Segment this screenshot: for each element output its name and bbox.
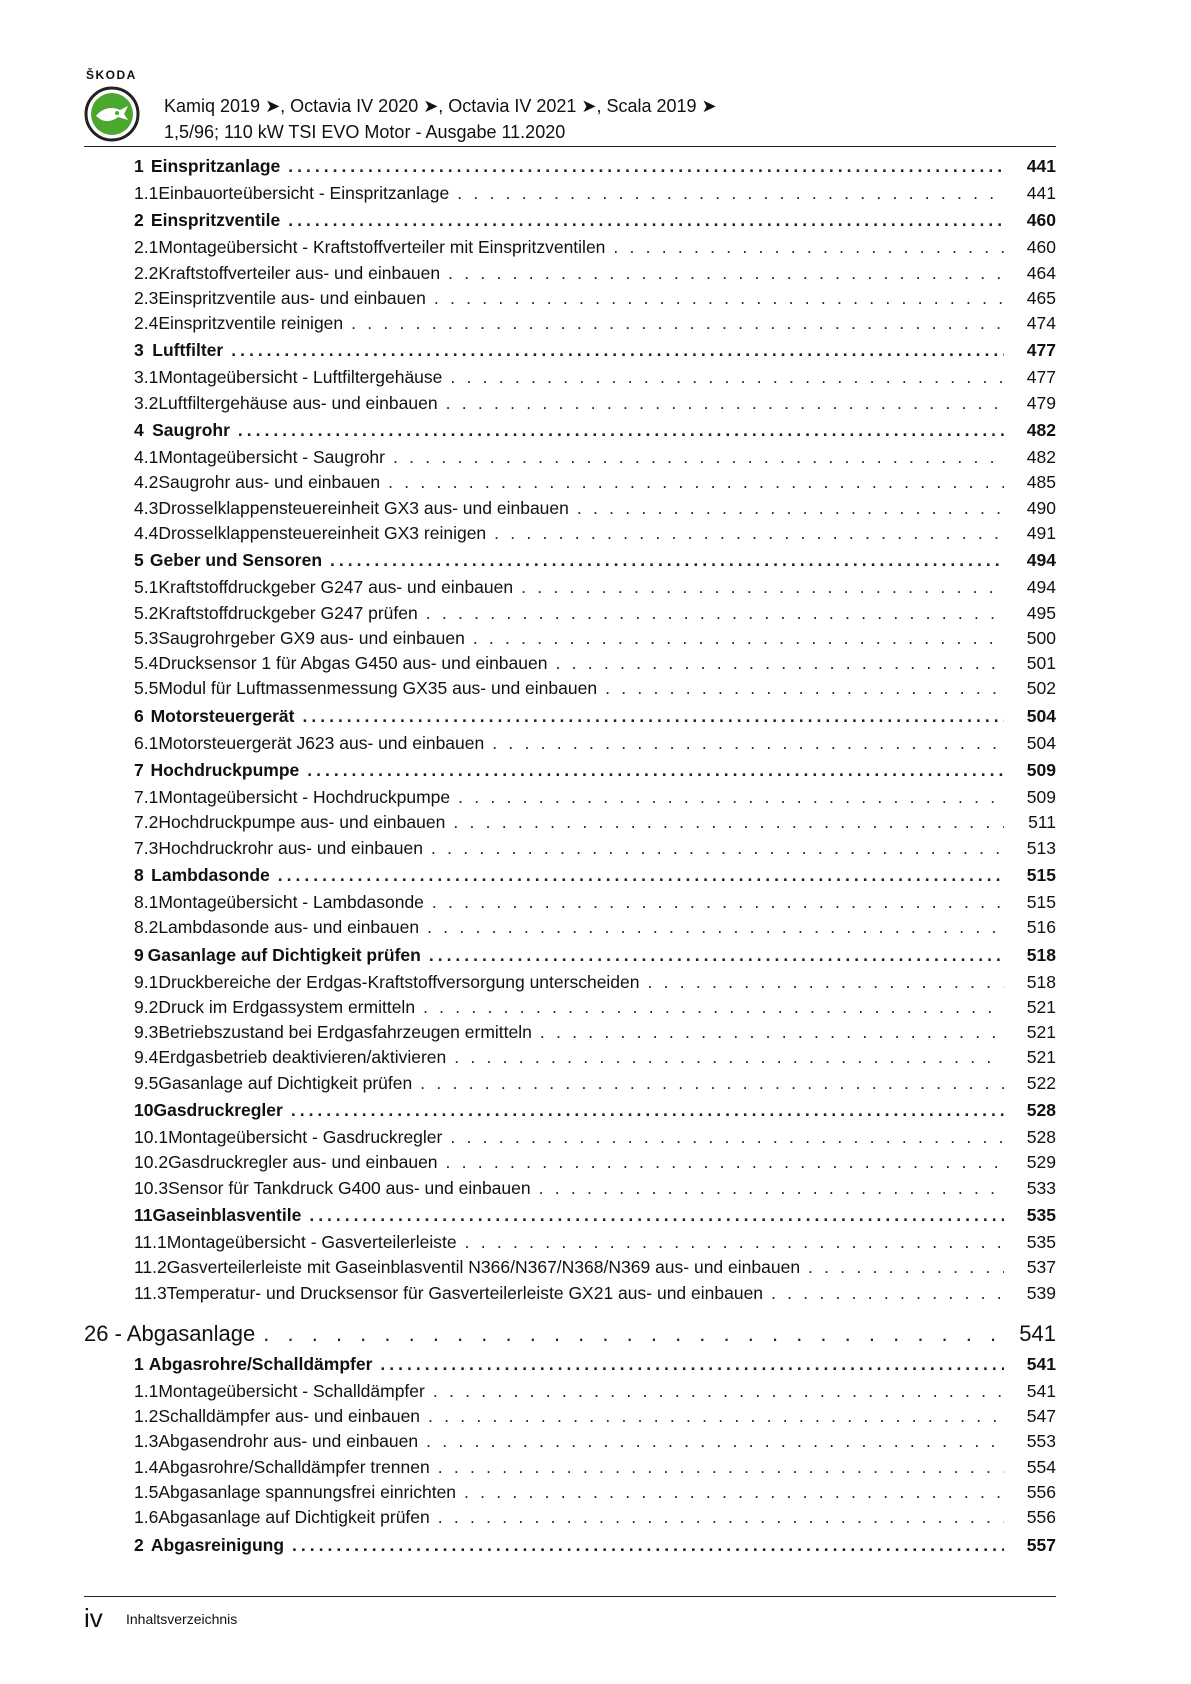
toc-entry-title: Montageübersicht - Gasdruckregler bbox=[168, 1127, 443, 1148]
toc-entry-chapter[interactable] bbox=[84, 1354, 1056, 1381]
toc-entry-number: 8 bbox=[134, 864, 144, 885]
toc-entry-page: 465 bbox=[1026, 287, 1056, 308]
toc-entry-section[interactable] bbox=[84, 237, 1056, 262]
dot-leader bbox=[458, 787, 1004, 808]
toc-entry-page: 477 bbox=[1026, 367, 1056, 388]
toc-entry-title: Abgasendrohr aus- und einbauen bbox=[158, 1431, 419, 1452]
toc-entry-title: Montageübersicht - Saugrohr bbox=[158, 447, 385, 468]
dot-leader bbox=[426, 603, 1004, 624]
dot-leader bbox=[450, 367, 1004, 388]
toc-entry-chapter[interactable] bbox=[84, 760, 1056, 787]
toc-entry-title: Kraftstoffverteiler aus- und einbauen bbox=[158, 262, 441, 283]
dot-leader bbox=[426, 1431, 1004, 1452]
toc-entry-number: 9.2 bbox=[134, 996, 159, 1017]
toc-entry-page: 547 bbox=[1026, 1406, 1056, 1427]
dot-leader bbox=[380, 1354, 1004, 1375]
toc-entry-number: 11.2 bbox=[134, 1257, 167, 1278]
toc-entry-title: Drosselklappensteuereinheit GX3 aus- und einbauen bbox=[158, 497, 569, 518]
toc-entry-number: 7.2 bbox=[134, 812, 159, 833]
toc-entry-page: 521 bbox=[1026, 1047, 1056, 1068]
toc-entry-number: 5.5 bbox=[134, 678, 159, 699]
toc-entry-page: 485 bbox=[1026, 472, 1056, 493]
toc-entry-page: 509 bbox=[1026, 760, 1056, 781]
toc-entry-page: 441 bbox=[1026, 183, 1056, 203]
toc-entry-section[interactable] bbox=[84, 1283, 1056, 1308]
dot-leader bbox=[438, 1457, 1004, 1478]
toc-entry-section[interactable] bbox=[84, 972, 1056, 997]
toc-entry-page: 554 bbox=[1026, 1456, 1056, 1477]
toc-entry-title: Lambdasonde aus- und einbauen bbox=[158, 917, 420, 938]
dot-leader bbox=[428, 1406, 1004, 1427]
toc-entry-number: 8.1 bbox=[134, 891, 159, 912]
toc-entry-title: Montageübersicht - Kraftstoffverteiler mit Einspritzventilen bbox=[158, 237, 606, 258]
dot-leader bbox=[577, 498, 1004, 519]
dot-leader bbox=[431, 838, 1004, 859]
footer-label: Inhaltsverzeichnis bbox=[126, 1611, 238, 1627]
toc-entry-title: Motorsteuergerät bbox=[150, 705, 295, 726]
toc-entry-page: 482 bbox=[1026, 420, 1056, 441]
toc-entry-section[interactable] bbox=[84, 997, 1056, 1022]
footer-page-number: iv bbox=[84, 1603, 103, 1633]
toc-entry-number: 9.1 bbox=[134, 971, 159, 992]
dot-leader bbox=[446, 393, 1004, 414]
dot-leader bbox=[432, 892, 1004, 913]
toc-entry-page: 513 bbox=[1026, 837, 1056, 858]
toc-entry-chapter[interactable] bbox=[84, 340, 1056, 367]
toc-entry-page: 501 bbox=[1026, 653, 1056, 674]
toc-entry-number: 3.2 bbox=[134, 392, 159, 413]
toc-entry-number: 10 bbox=[134, 1100, 154, 1121]
toc-entry-page: 518 bbox=[1026, 971, 1056, 992]
toc-entry-section[interactable] bbox=[84, 523, 1056, 548]
toc-entry-number: 11.3 bbox=[134, 1282, 167, 1303]
toc-entry-chapter[interactable] bbox=[84, 706, 1056, 733]
toc-entry-section[interactable] bbox=[84, 1073, 1056, 1098]
brand-wordmark: ŠKODA bbox=[86, 68, 137, 82]
toc-entry-title: Saugrohr aus- und einbauen bbox=[158, 472, 381, 493]
dot-leader bbox=[309, 1205, 1004, 1226]
dot-leader bbox=[393, 447, 1004, 468]
toc-entry-title: Montageübersicht - Schalldämpfer bbox=[158, 1380, 425, 1401]
toc-entry-number: 4.1 bbox=[134, 447, 159, 468]
toc-entry-section[interactable] bbox=[84, 1152, 1056, 1177]
toc-entry-page: 535 bbox=[1026, 1204, 1056, 1225]
dot-leader bbox=[388, 472, 1004, 493]
toc-entry-section[interactable] bbox=[84, 1127, 1056, 1152]
toc-entry-section[interactable] bbox=[84, 1507, 1056, 1532]
toc-entry-chapter[interactable] bbox=[84, 210, 1056, 237]
dot-leader bbox=[434, 288, 1004, 309]
dot-leader bbox=[613, 237, 1004, 258]
dot-leader bbox=[307, 760, 1004, 781]
toc-entry-title: Saugrohr bbox=[152, 420, 230, 441]
table-of-contents bbox=[84, 156, 1056, 1562]
dot-leader bbox=[540, 1022, 1004, 1043]
toc-entry-section[interactable] bbox=[84, 577, 1056, 602]
toc-entry-section[interactable] bbox=[84, 472, 1056, 497]
toc-entry-number: 4.3 bbox=[134, 497, 159, 518]
dot-leader bbox=[288, 210, 1004, 231]
toc-entry-title: Hochdruckrohr aus- und einbauen bbox=[158, 837, 423, 858]
toc-entry-title: Abgasreinigung bbox=[150, 1534, 285, 1555]
toc-entry-number: 1.6 bbox=[134, 1507, 159, 1528]
dot-leader bbox=[263, 1321, 1004, 1347]
toc-entry-number: 2 bbox=[134, 1534, 144, 1555]
toc-entry-page: 464 bbox=[1026, 262, 1056, 283]
toc-entry-number: 5.1 bbox=[134, 577, 159, 598]
toc-entry-section[interactable] bbox=[84, 263, 1056, 288]
toc-entry-title: Luftfiltergehäuse aus- und einbauen bbox=[158, 392, 438, 413]
toc-entry-page: 521 bbox=[1026, 1022, 1056, 1043]
toc-entry-chapter[interactable] bbox=[84, 1100, 1056, 1127]
toc-entry-title: Motorsteuergerät J623 aus- und einbauen bbox=[158, 732, 485, 753]
toc-entry-number: 1.3 bbox=[134, 1431, 159, 1452]
toc-entry-chapter[interactable] bbox=[84, 865, 1056, 892]
toc-entry-title: Abgasanlage auf Dichtigkeit prüfen bbox=[158, 1507, 430, 1528]
toc-entry-page: 495 bbox=[1026, 602, 1056, 623]
toc-entry-number: 5 bbox=[134, 550, 144, 571]
toc-entry-page: 539 bbox=[1026, 1282, 1056, 1303]
toc-entry-number: 2 bbox=[134, 210, 144, 231]
toc-entry-section[interactable] bbox=[84, 1178, 1056, 1203]
toc-entry-title: Schalldämpfer aus- und einbauen bbox=[158, 1406, 421, 1427]
toc-entry-title: Gasverteilerleiste mit Gaseinblasventil N366/N367/N368/N369 aus- und einbauen bbox=[166, 1257, 801, 1278]
toc-entry-number: 2.1 bbox=[134, 237, 159, 258]
dot-leader bbox=[231, 340, 1004, 361]
toc-entry-title: Einspritzanlage bbox=[150, 156, 281, 176]
toc-entry-number: 2.3 bbox=[134, 287, 159, 308]
dot-leader bbox=[473, 628, 1004, 649]
toc-entry-title: Erdgasbetrieb deaktivieren/aktivieren bbox=[158, 1047, 447, 1068]
toc-entry-title: Montageübersicht - Hochdruckpumpe bbox=[158, 787, 451, 808]
toc-entry-title: Gasanlage auf Dichtigkeit prüfen bbox=[158, 1072, 413, 1093]
toc-entry-number: 1.5 bbox=[134, 1481, 159, 1502]
dot-leader bbox=[648, 972, 1004, 993]
toc-entry-section[interactable] bbox=[84, 628, 1056, 653]
dot-leader bbox=[771, 1283, 1004, 1304]
dot-leader bbox=[423, 997, 1004, 1018]
toc-entry-title: 26 - Abgasanlage bbox=[84, 1320, 256, 1346]
dot-leader bbox=[450, 1127, 1004, 1148]
toc-entry-page: 500 bbox=[1026, 627, 1056, 648]
toc-entry-title: Drosselklappensteuereinheit GX3 reinigen bbox=[158, 522, 487, 543]
toc-entry-section[interactable] bbox=[84, 917, 1056, 942]
dot-leader bbox=[457, 183, 1004, 204]
toc-entry-page: 490 bbox=[1026, 497, 1056, 518]
toc-entry-title: Betriebszustand bei Erdgasfahrzeugen ermitteln bbox=[158, 1022, 532, 1043]
toc-entry-number: 7.1 bbox=[134, 787, 159, 808]
dot-leader bbox=[605, 678, 1004, 699]
toc-entry-title: Lambdasonde bbox=[151, 864, 270, 885]
toc-entry-number: 9.3 bbox=[134, 1022, 159, 1043]
toc-entry-number: 9.4 bbox=[134, 1047, 159, 1068]
toc-entry-title: Saugrohrgeber GX9 aus- und einbauen bbox=[158, 627, 465, 648]
toc-entry-number: 6.1 bbox=[134, 732, 159, 753]
toc-entry-section[interactable] bbox=[84, 1047, 1056, 1072]
toc-entry-number: 7.3 bbox=[134, 837, 159, 858]
skoda-logo-icon bbox=[84, 86, 140, 142]
toc-entry-title: Abgasrohre/Schalldämpfer bbox=[148, 1353, 373, 1374]
dot-leader bbox=[303, 706, 1005, 727]
dot-leader bbox=[494, 523, 1004, 544]
toc-entry-chapter[interactable] bbox=[84, 1535, 1056, 1562]
toc-entry-page: 553 bbox=[1026, 1431, 1056, 1452]
toc-entry-title: Geber und Sensoren bbox=[149, 550, 323, 571]
toc-entry-section[interactable] bbox=[84, 787, 1056, 812]
toc-entry-title: Einspritzventile bbox=[150, 210, 281, 231]
toc-entry-number: 2.4 bbox=[134, 313, 159, 334]
toc-entry-section[interactable] bbox=[84, 1257, 1056, 1282]
dot-leader bbox=[464, 1482, 1004, 1503]
toc-entry-section[interactable] bbox=[84, 1406, 1056, 1431]
toc-entry-title: Drucksensor 1 für Abgas G450 aus- und einbauen bbox=[158, 653, 548, 674]
toc-entry-page: 541 bbox=[1026, 1380, 1056, 1401]
toc-entry-part[interactable] bbox=[84, 1316, 1056, 1352]
toc-entry-chapter[interactable] bbox=[84, 945, 1056, 972]
dot-leader bbox=[238, 420, 1004, 441]
toc-entry-section[interactable] bbox=[84, 1431, 1056, 1456]
toc-entry-page: 509 bbox=[1026, 787, 1056, 808]
toc-entry-number: 11 bbox=[134, 1204, 153, 1225]
toc-entry-title: Hochdruckpumpe aus- und einbauen bbox=[158, 812, 446, 833]
toc-entry-title: Druckbereiche der Erdgas-Kraftstoffversorgung unterscheiden bbox=[158, 971, 640, 992]
dot-leader bbox=[288, 156, 1004, 177]
toc-entry-section[interactable] bbox=[84, 393, 1056, 418]
toc-entry-page: 515 bbox=[1026, 891, 1056, 912]
toc-entry-page: 528 bbox=[1026, 1127, 1056, 1148]
dot-leader bbox=[539, 1178, 1004, 1199]
toc-entry-number: 9 bbox=[134, 944, 144, 965]
engine-edition-subtitle: 1,5/96; 110 kW TSI EVO Motor - Ausgabe 11.2020 bbox=[164, 122, 566, 142]
dot-leader bbox=[446, 1152, 1004, 1173]
toc-entry-number: 3 bbox=[134, 340, 144, 361]
toc-entry-page: 504 bbox=[1026, 705, 1056, 726]
toc-entry-page: 504 bbox=[1026, 732, 1056, 753]
toc-entry-title: Abgasanlage spannungsfrei einrichten bbox=[158, 1481, 457, 1502]
toc-entry-page: 541 bbox=[1019, 1320, 1056, 1346]
toc-entry-page: 511 bbox=[1028, 812, 1056, 833]
toc-entry-page: 491 bbox=[1026, 522, 1056, 543]
toc-entry-page: 474 bbox=[1026, 313, 1056, 334]
dot-leader bbox=[427, 917, 1004, 938]
toc-entry-page: 515 bbox=[1026, 864, 1056, 885]
toc-entry-section[interactable] bbox=[84, 313, 1056, 338]
toc-entry-section[interactable] bbox=[84, 1482, 1056, 1507]
toc-entry-page: 494 bbox=[1026, 577, 1056, 598]
toc-entry-section[interactable] bbox=[84, 447, 1056, 472]
toc-entry-number: 1.4 bbox=[134, 1456, 159, 1477]
toc-entry-section[interactable] bbox=[84, 838, 1056, 863]
toc-entry-title: Montageübersicht - Luftfiltergehäuse bbox=[158, 367, 443, 388]
toc-entry-title: Gasdruckregler aus- und einbauen bbox=[168, 1152, 438, 1173]
toc-entry-page: 518 bbox=[1026, 944, 1056, 965]
toc-entry-number: 11.1 bbox=[134, 1231, 167, 1252]
toc-entry-section[interactable] bbox=[84, 367, 1056, 392]
toc-entry-number: 8.2 bbox=[134, 917, 159, 938]
toc-entry-number: 10.1 bbox=[134, 1127, 169, 1148]
page-footer bbox=[84, 1596, 1056, 1631]
toc-entry-section[interactable] bbox=[84, 653, 1056, 678]
toc-entry-number: 7 bbox=[134, 760, 144, 781]
toc-entry-page: 460 bbox=[1026, 237, 1056, 258]
toc-entry-section[interactable] bbox=[84, 812, 1056, 837]
dot-leader bbox=[420, 1073, 1004, 1094]
toc-entry-section[interactable] bbox=[84, 733, 1056, 758]
toc-entry-page: 502 bbox=[1026, 678, 1056, 699]
toc-entry-page: 529 bbox=[1026, 1152, 1056, 1173]
toc-entry-number: 10.3 bbox=[134, 1177, 169, 1198]
toc-entry-page: 556 bbox=[1026, 1481, 1056, 1502]
toc-entry-page: 541 bbox=[1026, 1353, 1056, 1374]
dot-leader bbox=[465, 1232, 1004, 1253]
toc-entry-title: Luftfilter bbox=[152, 340, 224, 361]
toc-entry-page: 516 bbox=[1026, 917, 1056, 938]
toc-entry-page: 522 bbox=[1026, 1072, 1056, 1093]
toc-entry-title: Montageübersicht - Gasverteilerleiste bbox=[166, 1231, 457, 1252]
toc-entry-chapter[interactable] bbox=[84, 156, 1056, 183]
toc-entry-page: 482 bbox=[1026, 447, 1056, 468]
toc-entry-section[interactable] bbox=[84, 678, 1056, 703]
toc-entry-section[interactable] bbox=[84, 1022, 1056, 1047]
dot-leader bbox=[278, 865, 1004, 886]
toc-entry-title: Einspritzventile reinigen bbox=[158, 313, 344, 334]
dot-leader bbox=[292, 1535, 1004, 1556]
toc-entry-number: 9.5 bbox=[134, 1072, 159, 1093]
toc-entry-title: Temperatur- und Drucksensor für Gasverteilerleiste GX21 aus- und einbauen bbox=[166, 1282, 764, 1303]
toc-entry-title: Einbauorteübersicht - Einspritzanlage bbox=[158, 183, 450, 203]
dot-leader bbox=[330, 550, 1004, 571]
toc-entry-page: 556 bbox=[1026, 1507, 1056, 1528]
toc-entry-page: 479 bbox=[1026, 392, 1056, 413]
toc-entry-number: 1 bbox=[134, 1353, 144, 1374]
toc-entry-number: 4.4 bbox=[134, 522, 159, 543]
toc-entry-section[interactable] bbox=[84, 892, 1056, 917]
page-header bbox=[84, 68, 1056, 148]
toc-entry-title: Montageübersicht - Lambdasonde bbox=[158, 891, 424, 912]
toc-entry-section[interactable] bbox=[84, 1381, 1056, 1406]
toc-entry-number: 4 bbox=[134, 420, 144, 441]
toc-entry-chapter[interactable] bbox=[84, 1205, 1056, 1232]
toc-entry-number: 1.2 bbox=[134, 1406, 159, 1427]
toc-entry-title: Kraftstoffdruckgeber G247 prüfen bbox=[158, 602, 418, 623]
toc-entry-number: 5.4 bbox=[134, 653, 159, 674]
toc-entry-number: 5.3 bbox=[134, 627, 159, 648]
dot-leader bbox=[448, 263, 1004, 284]
toc-entry-chapter[interactable] bbox=[84, 550, 1056, 577]
toc-entry-title: Kraftstoffdruckgeber G247 aus- und einbauen bbox=[158, 577, 514, 598]
toc-entry-number: 3.1 bbox=[134, 367, 159, 388]
toc-entry-title: Gasanlage auf Dichtigkeit prüfen bbox=[147, 944, 421, 965]
toc-entry-title: Sensor für Tankdruck G400 aus- und einbauen bbox=[168, 1177, 531, 1198]
dot-leader bbox=[429, 945, 1004, 966]
toc-entry-page: 537 bbox=[1026, 1257, 1056, 1278]
toc-entry-page: 460 bbox=[1026, 210, 1056, 231]
toc-entry-page: 477 bbox=[1026, 340, 1056, 361]
toc-entry-chapter[interactable] bbox=[84, 420, 1056, 447]
dot-leader bbox=[492, 733, 1004, 754]
toc-entry-section[interactable] bbox=[84, 288, 1056, 313]
toc-entry-title: Gaseinblasventile bbox=[152, 1204, 302, 1225]
toc-entry-title: Abgasrohre/Schalldämpfer trennen bbox=[158, 1456, 430, 1477]
header-divider bbox=[84, 146, 1056, 147]
toc-entry-page: 535 bbox=[1026, 1231, 1056, 1252]
dot-leader bbox=[291, 1100, 1004, 1121]
dot-leader bbox=[453, 812, 1004, 833]
toc-entry-number: 1.1 bbox=[134, 1380, 159, 1401]
toc-entry-title: Druck im Erdgassystem ermitteln bbox=[158, 996, 416, 1017]
toc-entry-title: Hochdruckpumpe bbox=[150, 760, 300, 781]
toc-entry-number: 1.1 bbox=[134, 183, 159, 203]
toc-entry-number: 10.2 bbox=[134, 1152, 169, 1173]
dot-leader bbox=[438, 1507, 1004, 1528]
dot-leader bbox=[808, 1257, 1004, 1278]
toc-entry-section[interactable] bbox=[84, 498, 1056, 523]
toc-entry-title: Modul für Luftmassenmessung GX35 aus- und einbauen bbox=[158, 678, 598, 699]
toc-entry-page: 441 bbox=[1026, 156, 1056, 176]
toc-entry-section[interactable] bbox=[84, 1232, 1056, 1257]
toc-entry-number: 4.2 bbox=[134, 472, 159, 493]
toc-entry-section[interactable] bbox=[84, 183, 1056, 208]
toc-entry-section[interactable] bbox=[84, 1457, 1056, 1482]
toc-entry-page: 521 bbox=[1026, 996, 1056, 1017]
toc-entry-title: Einspritzventile aus- und einbauen bbox=[158, 287, 426, 308]
toc-entry-number: 6 bbox=[134, 705, 144, 726]
dot-leader bbox=[433, 1381, 1004, 1402]
toc-entry-page: 494 bbox=[1026, 550, 1056, 571]
dot-leader bbox=[454, 1047, 1004, 1068]
toc-entry-page: 557 bbox=[1026, 1534, 1056, 1555]
toc-entry-number: 1 bbox=[134, 156, 144, 176]
vehicle-models-title: Kamiq 2019 ➤, Octavia IV 2020 ➤, Octavia IV 2021 ➤, Scala 2019 ➤ bbox=[164, 96, 717, 116]
toc-entry-number: 5.2 bbox=[134, 602, 159, 623]
toc-entry-title: Gasdruckregler bbox=[153, 1100, 283, 1121]
dot-leader bbox=[555, 653, 1004, 674]
dot-leader bbox=[521, 577, 1004, 598]
toc-entry-section[interactable] bbox=[84, 603, 1056, 628]
toc-entry-page: 528 bbox=[1026, 1100, 1056, 1121]
toc-entry-number: 2.2 bbox=[134, 262, 159, 283]
toc-entry-page: 533 bbox=[1026, 1177, 1056, 1198]
dot-leader bbox=[351, 313, 1004, 334]
